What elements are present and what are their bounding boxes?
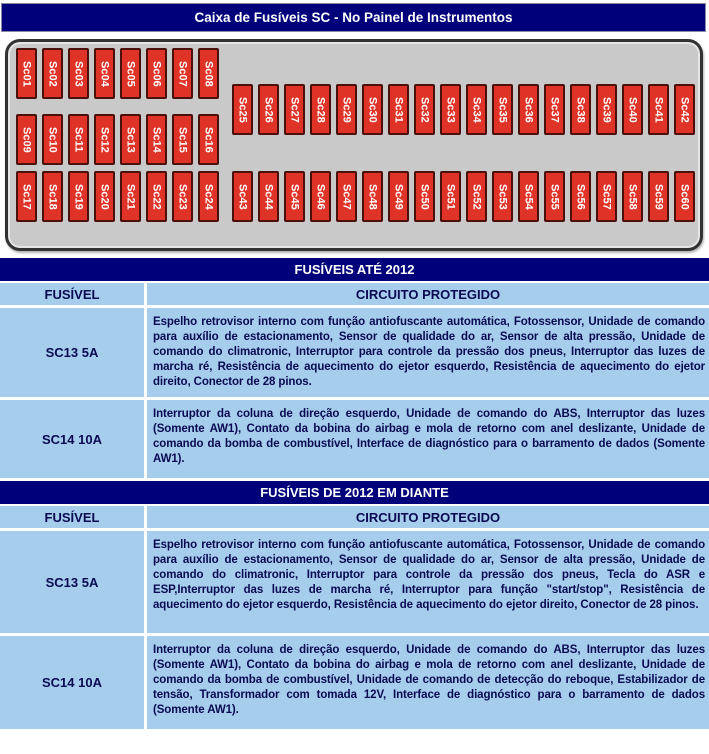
fuse-label: Sc29 [340,96,353,123]
fuse [648,171,669,222]
fuse-label: Sc39 [600,96,613,123]
fuse-label: Sc04 [98,60,111,87]
table-row [0,531,709,633]
fuse [16,48,37,99]
fuse [310,84,331,135]
fuse [198,114,219,165]
fuse [492,171,513,222]
table-header-row [0,283,709,305]
fuse [336,84,357,135]
table-title-bar [0,481,709,504]
fuse-label: Sc02 [46,60,59,87]
fuse [518,171,539,222]
fuse-id-cell: SC14 10A [0,636,144,729]
fuse [362,171,383,222]
fuse-label: Sc47 [340,183,353,210]
fuse [414,84,435,135]
fuse [674,84,695,135]
fuse-label: Sc49 [392,183,405,210]
fuse-label: Sc14 [150,126,163,153]
fuse [68,171,89,222]
fuse-label: Sc15 [176,126,189,153]
fuse-label: Sc07 [176,60,189,87]
table-title-bar [0,258,709,281]
fuse [16,171,37,222]
fuse-label: Sc17 [20,183,33,210]
fuse [94,171,115,222]
fuse [388,84,409,135]
table-fuses-2012-onward [0,481,709,729]
fuse-label: Sc57 [600,183,613,210]
fuse-label: Sc45 [288,183,301,210]
table-row [0,636,709,729]
fuse-label: Sc05 [124,60,137,87]
fuse-row [16,48,219,99]
fuse [362,84,383,135]
fuse [120,171,141,222]
fuse-label: Sc19 [72,183,85,210]
fuse-label: Sc23 [176,183,189,210]
fuse [42,171,63,222]
fuse [622,84,643,135]
fuse [440,171,461,222]
fuse [336,171,357,222]
fuse [68,48,89,99]
fuse-label: Sc35 [496,96,509,123]
fuse-label: Sc55 [548,183,561,210]
fuse [466,171,487,222]
fuse [544,84,565,135]
fuse-label: Sc25 [236,96,249,123]
fuse-row [16,171,219,222]
fuse-label: Sc24 [202,183,215,210]
fuse [232,171,253,222]
fuse [198,48,219,99]
fuse [622,171,643,222]
fuse [172,171,193,222]
circuit-cell: Interruptor da coluna de direção esquerdo, Unidade de comando do ABS, Interruptor das luzes (Somente AW1), Contato da bobina do airbag e mola de retorno com anel deslizante, Unidade de comando da bomba de combustível, Interface de diagnóstico para o barramento de dados (Somente AW1). [147,400,709,478]
fuse-id-cell: SC13 5A [0,308,144,397]
fuse [172,114,193,165]
fuse-label: Sc03 [72,60,85,87]
fuse-label: Sc18 [46,183,59,210]
fuse-label: Sc53 [496,183,509,210]
fuse-label: Sc36 [522,96,535,123]
fuse [440,84,461,135]
table-row [0,400,709,478]
fuse [570,171,591,222]
fuse [146,114,167,165]
fuse [648,84,669,135]
fuse [172,48,193,99]
table-title: FUSÍVEIS DE 2012 EM DIANTE [260,485,449,500]
fuse [94,48,115,99]
fuse-label: Sc46 [314,183,327,210]
column-header-circuito: CIRCUITO PROTEGIDO [147,283,709,305]
fuse [42,48,63,99]
fuse-row [16,114,219,165]
fuse-label: Sc08 [202,60,215,87]
title-bar [1,3,706,32]
fuse [146,171,167,222]
fuse [492,84,513,135]
fuse [596,171,617,222]
fuse-label: Sc40 [626,96,639,123]
fusebox-diagram [5,39,703,251]
fuse-label: Sc13 [124,126,137,153]
fuse-label: Sc09 [20,126,33,153]
fuse [570,84,591,135]
fuse [518,84,539,135]
fuse-id-cell: SC13 5A [0,531,144,633]
fuse [466,84,487,135]
fuse-label: Sc44 [262,183,275,210]
fuse [68,114,89,165]
fuse-label: Sc54 [522,183,535,210]
table-fuses-until-2012 [0,258,709,478]
fuse-row [232,84,695,135]
fuse [42,114,63,165]
fuse-label: Sc31 [392,96,405,123]
fuse-label: Sc34 [470,96,483,123]
fuse-label: Sc26 [262,96,275,123]
fuse [544,171,565,222]
fuse [310,171,331,222]
fuse-label: Sc12 [98,126,111,153]
fuse-label: Sc11 [72,126,85,153]
table-row [0,308,709,397]
fuse-label: Sc41 [652,96,665,123]
fuse-label: Sc59 [652,183,665,210]
circuit-cell: Interruptor da coluna de direção esquerdo, Unidade de comando do ABS, Interruptor das luzes (Somente AW1), Contato da bobina do airbag e mola de retorno com anel deslizante, Unidade de comando da bomba de combustível, Unidade de comando de detecção do reboque, Estabilizador de tensão, Transformador com tomada 12V, Interface de diagnóstico para o barramento de dados (Somente AW1). [147,636,709,729]
fuse [94,114,115,165]
table-title: FUSÍVEIS ATÉ 2012 [294,262,415,277]
fuse-label: Sc37 [548,96,561,123]
column-header-circuito: CIRCUITO PROTEGIDO [147,506,709,528]
fuse [16,114,37,165]
fuse-label: Sc60 [678,183,691,210]
fuse-row [232,171,695,222]
fuse-label: Sc30 [366,96,379,123]
fuse-label: Sc20 [98,183,111,210]
circuit-cell: Espelho retrovisor interno com função antiofuscante automática, Fotossensor, Unidade de comando para auxílio de estacionamento, Sensor de qualidade do ar, Sensor de alta pressão, Unidade de comando do climatronic, Interruptor para controle da pressão dos pneus, Interruptor das luzes de marcha ré, Resistência de aquecimento do ejetor esquerdo, Resistência de aquecimento do ejetor direito, Conector de 28 pinos. [147,308,709,397]
table-header-row [0,506,709,528]
fuse-label: Sc16 [202,126,215,153]
fuse [120,114,141,165]
fuse-label: Sc52 [470,183,483,210]
fuse [596,84,617,135]
column-header-fusivel: FUSÍVEL [0,283,144,305]
fuse [120,48,141,99]
fuse [414,171,435,222]
fuse-label: Sc51 [444,183,457,210]
fuse-label: Sc48 [366,183,379,210]
circuit-cell: Espelho retrovisor interno com função antiofuscante automática, Fotossensor, Unidade de comando para auxílio de estacionamento, Sensor de qualidade do ar, Sensor de alta pressão, Unidade de comando do climatronic, Interruptor para controle da pressão dos pneus, Tecla do ASR e ESP,Interruptor das luzes de marcha ré, Interruptor para função "start/stop", Resistência de aquecimento do ejetor esquerdo, Resistência de aquecimento do ejetor direito, Conector de 28 pinos. [147,531,709,633]
fuse-label: Sc22 [150,183,163,210]
fuse [146,48,167,99]
fuse-label: Sc01 [20,60,33,87]
fuse [198,171,219,222]
fuse [284,171,305,222]
fuse-label: Sc58 [626,183,639,210]
fuse [284,84,305,135]
fuse-label: Sc32 [418,96,431,123]
fuse [388,171,409,222]
fuse [674,171,695,222]
fuse-label: Sc21 [124,183,137,210]
fuse-label: Sc28 [314,96,327,123]
fuse-label: Sc50 [418,183,431,210]
fuse-label: Sc43 [236,183,249,210]
column-header-fusivel: FUSÍVEL [0,506,144,528]
fuse-label: Sc33 [444,96,457,123]
fuse-label: Sc10 [46,126,59,153]
fuse-id-cell: SC14 10A [0,400,144,478]
fuse [258,84,279,135]
page-title: Caixa de Fusíveis SC - No Painel de Instrumentos [194,10,513,25]
fuse [258,171,279,222]
fuse-label: Sc27 [288,96,301,123]
fuse-label: Sc56 [574,183,587,210]
fuse-label: Sc06 [150,60,163,87]
fuse-label: Sc38 [574,96,587,123]
fuse [232,84,253,135]
fuse-label: Sc42 [678,96,691,123]
